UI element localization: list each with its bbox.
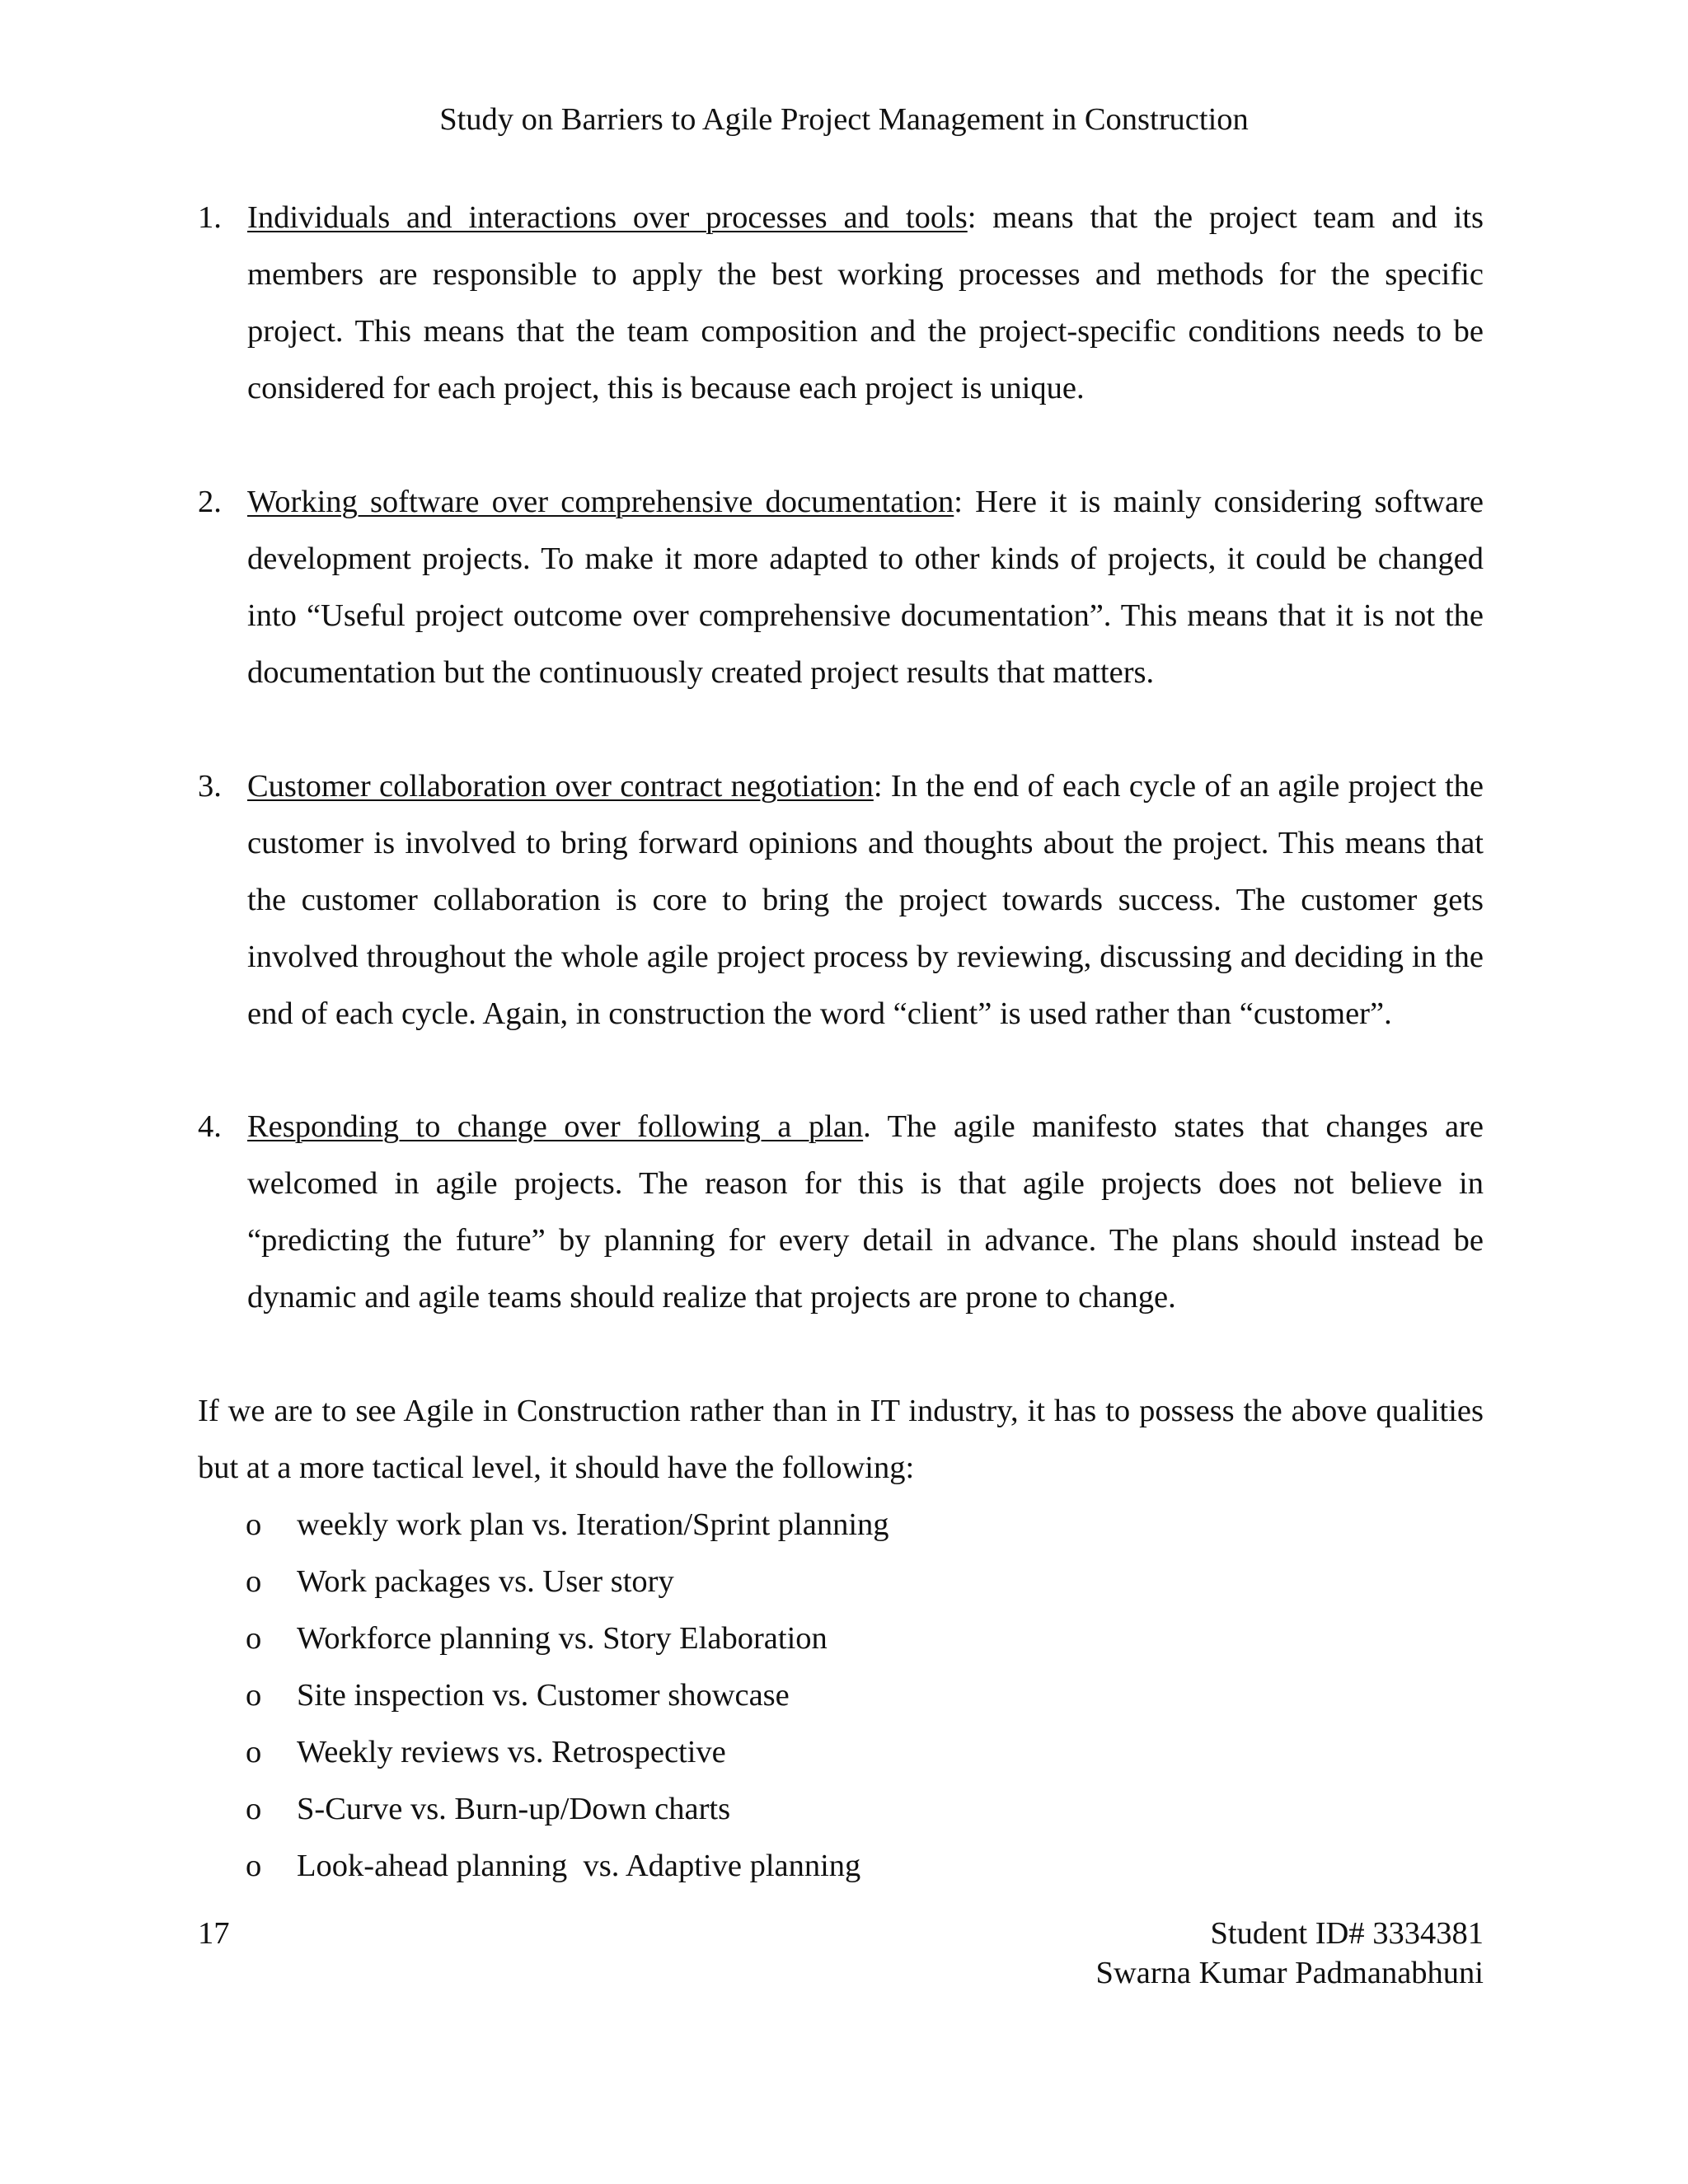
student-id: Student ID# 3334381 bbox=[1210, 1916, 1484, 1951]
bullet-marker: o bbox=[246, 1564, 262, 1599]
bullet-marker: o bbox=[246, 1849, 262, 1883]
list-item bbox=[198, 1838, 1484, 1895]
item-term: Customer collaboration over contract negotiation bbox=[247, 769, 874, 804]
list-item bbox=[198, 1497, 1484, 1554]
item-number: 1. bbox=[198, 200, 222, 235]
item-number: 3. bbox=[198, 769, 222, 804]
list-item bbox=[198, 1781, 1484, 1838]
item-text: : Here it is mainly considering software development projects. To make it more adapted to other kinds of projects, it could be changed into “Useful project outcome over comprehensive documentation”. This means that it is not the documentation but the continuously created project results that matters. bbox=[247, 485, 1484, 690]
body-paragraph: If we are to see Agile in Construction rather than in IT industry, it has to possess the above qualities but at a more tactical level, it should have the following: bbox=[198, 1394, 1484, 1485]
item-body bbox=[247, 190, 1484, 417]
item-number: 2. bbox=[198, 485, 222, 519]
item-term: Responding to change over following a plan bbox=[247, 1109, 864, 1144]
bullet-marker: o bbox=[246, 1621, 262, 1656]
list-item bbox=[198, 1554, 1484, 1610]
manifesto-item bbox=[198, 758, 1484, 1043]
item-text: . The agile manifesto states that changes are welcomed in agile projects. The reason for this is that agile projects does not believe in “predicting the future” by planning for every detail in advance. The plans should instead be dynamic and agile teams should realize that projects are prone to change. bbox=[247, 1109, 1484, 1315]
list-item-text: Workforce planning vs. Story Elaboration bbox=[297, 1621, 828, 1656]
list-item bbox=[198, 1724, 1484, 1781]
list-item-text: Look-ahead planning vs. Adaptive planning bbox=[297, 1849, 861, 1883]
author-name: Swarna Kumar Padmanabhuni bbox=[1095, 1956, 1484, 1990]
comparison-list bbox=[198, 1497, 1484, 1895]
list-item-text: S-Curve vs. Burn-up/Down charts bbox=[297, 1792, 731, 1826]
item-body bbox=[247, 1099, 1484, 1326]
manifesto-item bbox=[198, 190, 1484, 417]
manifesto-item bbox=[198, 1099, 1484, 1326]
bullet-marker: o bbox=[246, 1507, 262, 1542]
list-item-text: weekly work plan vs. Iteration/Sprint planning bbox=[297, 1507, 889, 1542]
list-item-text: Work packages vs. User story bbox=[297, 1564, 674, 1599]
footer-author-block bbox=[1096, 1914, 1484, 1993]
item-body bbox=[247, 758, 1484, 1043]
item-body bbox=[247, 474, 1484, 701]
list-item-text: Weekly reviews vs. Retrospective bbox=[297, 1735, 726, 1769]
item-term: Individuals and interactions over processes and tools bbox=[247, 200, 968, 235]
item-term: Working software over comprehensive documentation bbox=[247, 485, 954, 519]
list-item-text: Site inspection vs. Customer showcase bbox=[297, 1678, 790, 1713]
list-item bbox=[198, 1667, 1484, 1724]
list-item bbox=[198, 1610, 1484, 1667]
page-number: 17 bbox=[198, 1916, 230, 1951]
bullet-marker: o bbox=[246, 1678, 262, 1713]
running-header: Study on Barriers to Agile Project Management in Construction bbox=[439, 102, 1249, 137]
item-text: : In the end of each cycle of an agile project the customer is involved to bring forward opinions and thoughts about the project. This means that the customer collaboration is core to bring the project towards success. The customer gets involved throughout the whole agile project process by reviewing, discussing and deciding in the end of each cycle. Again, in construction the word “client” is used rather than “customer”. bbox=[247, 769, 1484, 1031]
bullet-marker: o bbox=[246, 1792, 262, 1826]
manifesto-item bbox=[198, 474, 1484, 701]
item-number: 4. bbox=[198, 1109, 222, 1144]
item-text: : means that the project team and its members are responsible to apply the best working processes and methods for the specific project. This means that the team composition and the project-specific conditions needs to be considered for each project, this is because each project is unique. bbox=[247, 200, 1484, 405]
bullet-marker: o bbox=[246, 1735, 262, 1769]
